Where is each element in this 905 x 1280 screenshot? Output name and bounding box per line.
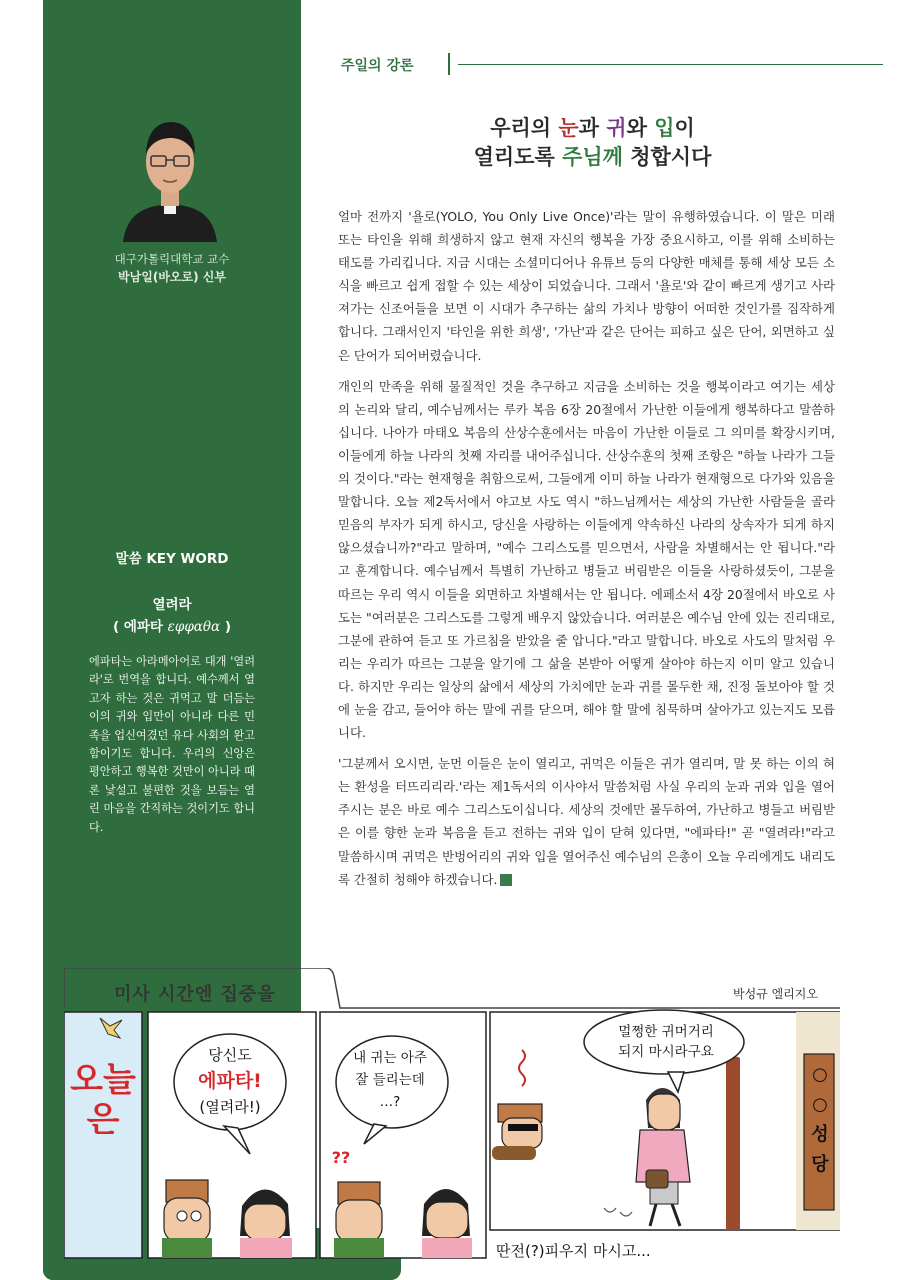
article-paragraph: 개인의 만족을 위해 물질적인 것을 추구하고 지금을 소비하는 것을 행복이라고 여기는 세상의 논리와 달리, 예수님께서는 루카 복음 6장 20절에서 가난한 이들에게 행복하다고 말씀하십니다. 나아가 마태오 복음의 산상수훈에서는 마음이 가난한 이들로 그 의미를 확장시키며, 이들에게 하늘 나라의 첫째 자리를 내어주십니다. 산상수훈의 첫째 조항은 "하늘 나라가 그들의 것이다."라는 현재형을 취함으로써, 그들에게 이미 하늘 나라가 현재형으로 다가와 있음을 말합니다. 오늘 제2독서에서 야고보 사도 역시 "하느님께서는 세상의 가난한 사람들을 골라 믿음의 부자가 되게 하시고, 당신을 사랑하는 이들에게 약속하신 나라의 상속자가 되게 하지 않으셨습니까?"라고 말하며, "예수 그리스도를 믿으면서, 사람을 차별해서는 안 됩니다."라고 훈계합니다. 예수님께서 특별히 가난하고 병들고 버림받은 이들을 사랑하셨듯이, 그분을 따르는 우리 역시 이들을 외면하고 차별해서는 안 됩니다. 에페소서 4장 20절에서 바오로 사도는 "여러분은 그리스도를 그렇게 배우지 않았습니다. 여러분은 예수님 안에 있는 진리대로, 그분에 관하여 듣고 또 가르침을 받았을 줄 압니다."라고 말합니다. 바오로 사도의 말처럼 우리는 우리가 따르는 그분을 알기에 그 삶을 본받아 어떻게 살아야 하는지 이미 알고 있습니다. 하지만 우리는 일상의 삶에서 세상의 가치에만 눈과 귀를 몰두한 채, 진정 돌보아야 할 것에 눈을 감고, 들어야 하는 말에 귀를 닫으며, 해야 할 말에 침묵하며 살아가고 있는지도 모릅니다. (338, 378, 835, 741)
article-paragraph-text: '그분께서 오시면, 눈먼 이들은 눈이 열리고, 귀먹은 이들은 귀가 열리며, 말 못 하는 이의 혀는 환성을 터뜨리리라.'라는 제1독서의 이사야서 말씀처럼 사실 우리의 눈과 귀와 입을 열어주시는 분은 바로 예수 그리스도이십니다. 세상의 것에만 몰두하여, 가난하고 병들고 버림받은 이를 향한 눈과 복음을 듣고 전하는 귀와 입이 닫혀 있다면, "에파타!" 곧 "열려라!"라고 말씀하시며 귀먹은 반벙어리의 귀와 입을 열어주신 예수님의 은총이 오늘 우리에게도 내리도록 간절히 청해야 하겠습니다. (338, 756, 835, 887)
headline-text: 이 (674, 116, 695, 140)
article-body (338, 205, 835, 899)
panel4-line-1: 멀쩡한 귀머거리 (618, 1024, 714, 1040)
headline-text: 청합시다 (622, 145, 712, 169)
panel1-text: 오늘은 (70, 1060, 136, 1140)
author-name: 박남일(바오로) 신부 (118, 270, 226, 284)
panel3-bubble (338, 1047, 442, 1113)
keyword-main: 열려라 (152, 597, 192, 613)
keyword-heading: 말씀 KEY WORD (115, 551, 229, 567)
author-role: 대구가톨릭대학교 교수 (114, 252, 230, 266)
headline-lord: 주님께 (562, 145, 623, 169)
headline-ear: 귀 (606, 116, 627, 140)
headline-text: 열리도록 (473, 145, 563, 169)
keyword-block (43, 594, 301, 638)
headline-text: 와 (626, 116, 655, 140)
comic-author: 박성규 엘리지오 (733, 987, 818, 1001)
headline-line-1 (330, 114, 855, 143)
headline-eye: 눈 (558, 116, 579, 140)
panel3-line-1: 내 귀는 아주 (353, 1050, 427, 1066)
headline-text: 우리의 (490, 116, 559, 140)
headline-mouth: 입 (654, 116, 675, 140)
panel3-question-marks: ?? (331, 1148, 351, 1167)
panel2-line-3: (열려라!) (199, 1098, 261, 1116)
panel2-line-1: 당신도 (208, 1046, 252, 1064)
church-sign: ○○성당 (811, 1064, 829, 1175)
article-headline (330, 114, 855, 172)
keyword-sub (43, 616, 301, 638)
panel2-line-2: 에파타! (198, 1070, 262, 1092)
author-portrait (119, 110, 221, 242)
panel4-line-2: 되지 마시라구요 (618, 1044, 714, 1060)
panel3-line-2: 잘 들리는데 (355, 1072, 425, 1088)
comic-caption: 딴전(?)피우지 마시고... (496, 1242, 651, 1260)
panel3-line-3: …? (379, 1094, 401, 1110)
headline-text: 과 (578, 116, 607, 140)
section-divider (448, 53, 450, 75)
keyword-sub-suffix: ) (220, 619, 232, 635)
article-paragraph (338, 752, 835, 891)
keyword-greek: εφφαθα (167, 619, 221, 635)
panel2-bubble (180, 1042, 280, 1120)
keyword-sub-prefix: ( 에파타 (112, 619, 168, 635)
comic-title: 미사 시간엔 집중을 (114, 984, 276, 1005)
panel4-bubble (596, 1022, 736, 1062)
section-rule (458, 64, 883, 65)
headline-line-2 (330, 143, 855, 172)
end-mark-icon (500, 874, 512, 886)
section-label: 주일의 강론 (341, 58, 414, 74)
author-credit (43, 250, 301, 286)
article-paragraph: 얼마 전까지 '욜로(YOLO, You Only Live Once)'라는 말이 유행하였습니다. 이 말은 미래 또는 타인을 위해 희생하지 않고 현재 자신의 행복을 가장 중요시하고, 이를 위해 소비하는 태도를 가리킵니다. 지금 시대는 소셜미디어나 유튜브 등의 다양한 매체를 통해 세상 모든 소식을 빠르고 쉽게 접할 수 있는 세상이 되었습니다. 그래서 '욜로'와 같이 빠르게 생기고 사라져가는 신조어들을 보면 이 시대가 추구하는 삶의 가치나 방향이 어떠한 것인가를 짐작하게 합니다. 그래서인지 '타인을 위한 희생', '가난'과 같은 단어는 피하고 싶은 단어, 외면하고 싶은 단어가 되어버렸습니다. (338, 209, 835, 363)
keyword-description: 에파타는 아라메아어로 대개 '열려라'로 번역을 합니다. 예수께서 열고자 하는 것은 귀먹고 말 더듬는 이의 귀와 입만이 아니라 다른 민족을 업신여겼던 유다 사회의 완고함이기도 합니다. 우리의 신앙은 평안하고 행복한 것만이 아니라 때론 낯설고 불편한 것을 보듬는 열린 마음을 간직하는 것이기도 합니다. (89, 655, 255, 834)
